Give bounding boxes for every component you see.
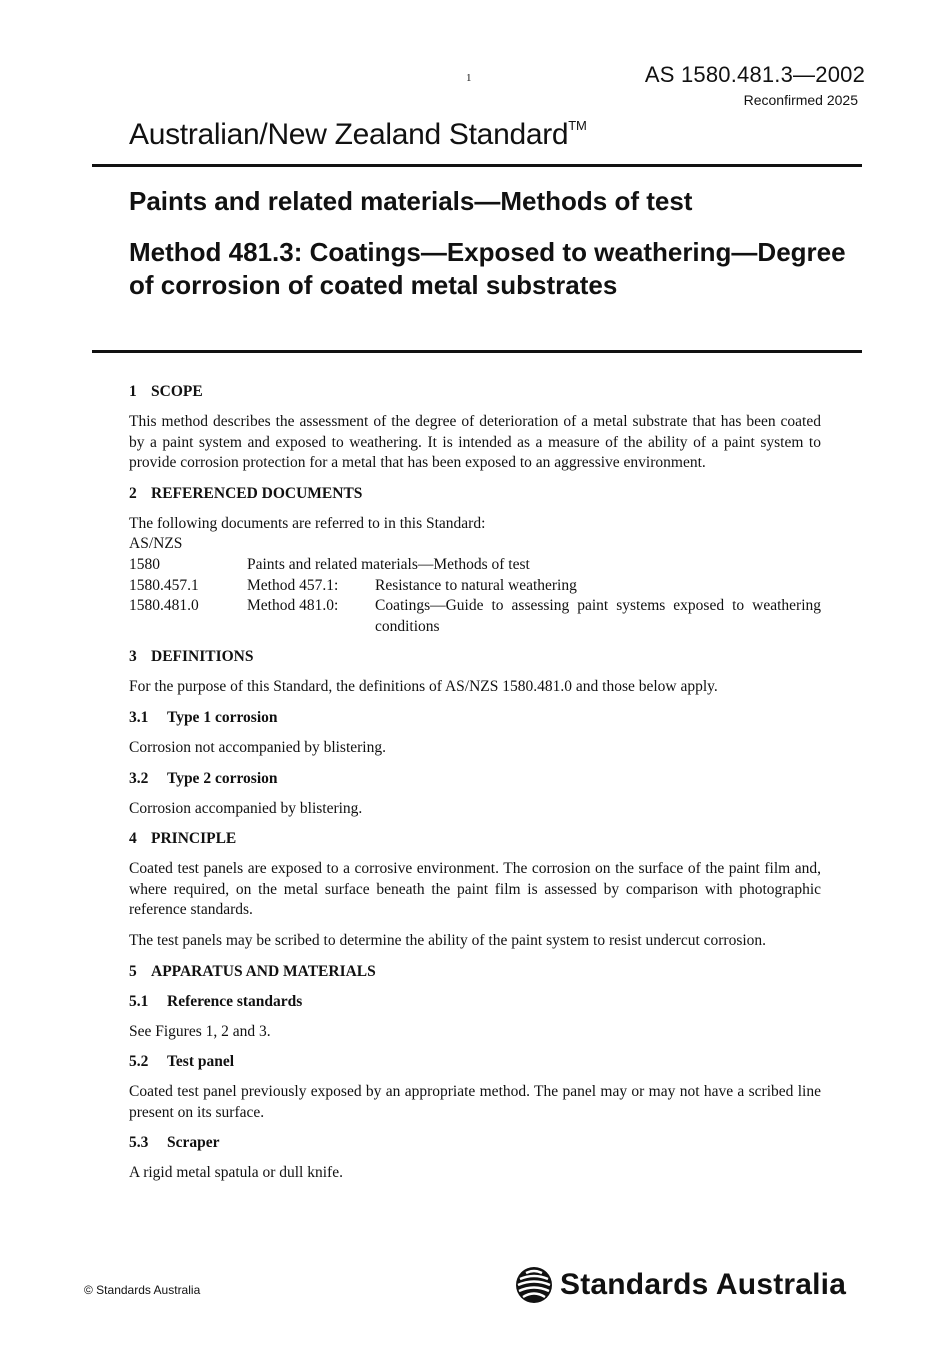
paragraph: A rigid metal spatula or dull knife.	[129, 1164, 343, 1182]
subsection-number: 3.2	[129, 769, 149, 787]
paragraph: This method describes the assessment of the degree of deterioration of a metal substrate that has been coated by a paint system and exposed to weathering. It is intended as a measure of the ability of a paint system to provide corrosion protection for a metal that has been exposed to an aggressive environment.	[129, 413, 821, 472]
section-heading	[129, 484, 821, 504]
section-title: DEFINITIONS	[151, 648, 254, 666]
reference-list	[129, 534, 821, 637]
section-title: SCOPE	[151, 383, 203, 400]
reference-title: Resistance to natural weathering	[375, 576, 577, 594]
reference-code: 1580	[129, 555, 160, 573]
reference-code: 1580.481.0	[129, 597, 199, 615]
subsection-heading	[129, 992, 821, 1012]
reference-title: Paints and related materials—Methods of test	[247, 555, 530, 573]
subsection-heading	[129, 1133, 821, 1153]
paragraph: For the purpose of this Standard, the definitions of AS/NZS 1580.481.0 and those below apply.	[129, 678, 718, 696]
section-title: APPARATUS AND MATERIALS	[151, 962, 376, 980]
reference-title: Coatings—Guide to assessing paint systems exposed to weathering conditions	[375, 597, 821, 635]
section-heading	[129, 647, 821, 667]
section-principle	[129, 829, 821, 951]
section-number: 3	[129, 648, 137, 666]
paragraph: Corrosion accompanied by blistering.	[129, 799, 363, 817]
section-title: REFERENCED DOCUMENTS	[151, 484, 363, 502]
subsection-number: 5.3	[129, 1134, 149, 1152]
method-title: Method 481.3: Coatings—Exposed to weathering—Degree of corrosion of coated metal substrates	[129, 237, 846, 300]
section-number: 4	[129, 830, 137, 848]
reference-prefix: AS/NZS	[129, 535, 183, 553]
subsection-number: 5.2	[129, 1053, 149, 1071]
subsection-heading	[129, 769, 821, 789]
section-scope	[129, 382, 821, 474]
paragraph: Coated test panels are exposed to a corrosive environment. The corrosion on the surface of the paint film and, where required, on the metal surface beneath the paint film is assessed by comparison with photographic reference standards.	[129, 860, 821, 919]
subsection-title: Scraper	[167, 1134, 220, 1152]
reconfirmed-note: Reconfirmed 2025	[743, 92, 858, 108]
page-number: 1	[466, 72, 472, 84]
section-referenced-documents	[129, 484, 821, 638]
series-label: Australian/New Zealand Standard	[129, 118, 569, 151]
document-title: Paints and related materials—Methods of test	[129, 186, 693, 216]
trademark: TM	[568, 118, 587, 133]
standard-series	[129, 118, 586, 152]
paragraph: Corrosion not accompanied by blistering.	[129, 738, 386, 756]
section-apparatus	[129, 962, 821, 1184]
reference-method: Method 481.0:	[247, 597, 339, 615]
subsection-title: Test panel	[167, 1053, 235, 1071]
subsection-number: 5.1	[129, 992, 149, 1010]
title-rule	[92, 350, 862, 353]
paragraph: Coated test panel previously exposed by an appropriate method. The panel may or may not have a scribed line present on its surface.	[129, 1083, 821, 1121]
subsection-heading	[129, 708, 821, 728]
logo-text: Standards Australia	[560, 1268, 847, 1301]
reference-code: 1580.457.1	[129, 576, 199, 594]
subsection-title: Type 2 corrosion	[167, 769, 278, 787]
section-heading	[129, 962, 821, 982]
section-number: 5	[129, 962, 137, 980]
top-rule	[92, 164, 862, 167]
reference-method: Method 457.1:	[247, 576, 339, 594]
section-definitions	[129, 647, 821, 819]
standards-australia-logo	[514, 1263, 846, 1307]
section-heading	[129, 382, 821, 402]
subsection-number: 3.1	[129, 708, 149, 726]
paragraph: See Figures 1, 2 and 3.	[129, 1022, 271, 1040]
section-heading	[129, 829, 821, 849]
reference-row	[129, 596, 821, 637]
section-title: PRINCIPLE	[151, 830, 237, 848]
document-body	[129, 382, 821, 1194]
reference-row	[129, 576, 821, 597]
standard-number: AS 1580.481.3—2002	[644, 62, 865, 87]
reference-row	[129, 555, 821, 576]
standards-australia-logo-icon	[514, 1265, 554, 1305]
subsection-heading	[129, 1052, 821, 1072]
section-number: 2	[129, 484, 137, 502]
subsection-title: Reference standards	[167, 992, 303, 1010]
paragraph: The following documents are referred to in this Standard:	[129, 514, 486, 532]
copyright-notice: © Standards Australia	[84, 1283, 201, 1297]
section-number: 1	[129, 383, 137, 400]
subsection-title: Type 1 corrosion	[167, 708, 278, 726]
paragraph: The test panels may be scribed to determine the ability of the paint system to resist undercut corrosion.	[129, 931, 767, 949]
